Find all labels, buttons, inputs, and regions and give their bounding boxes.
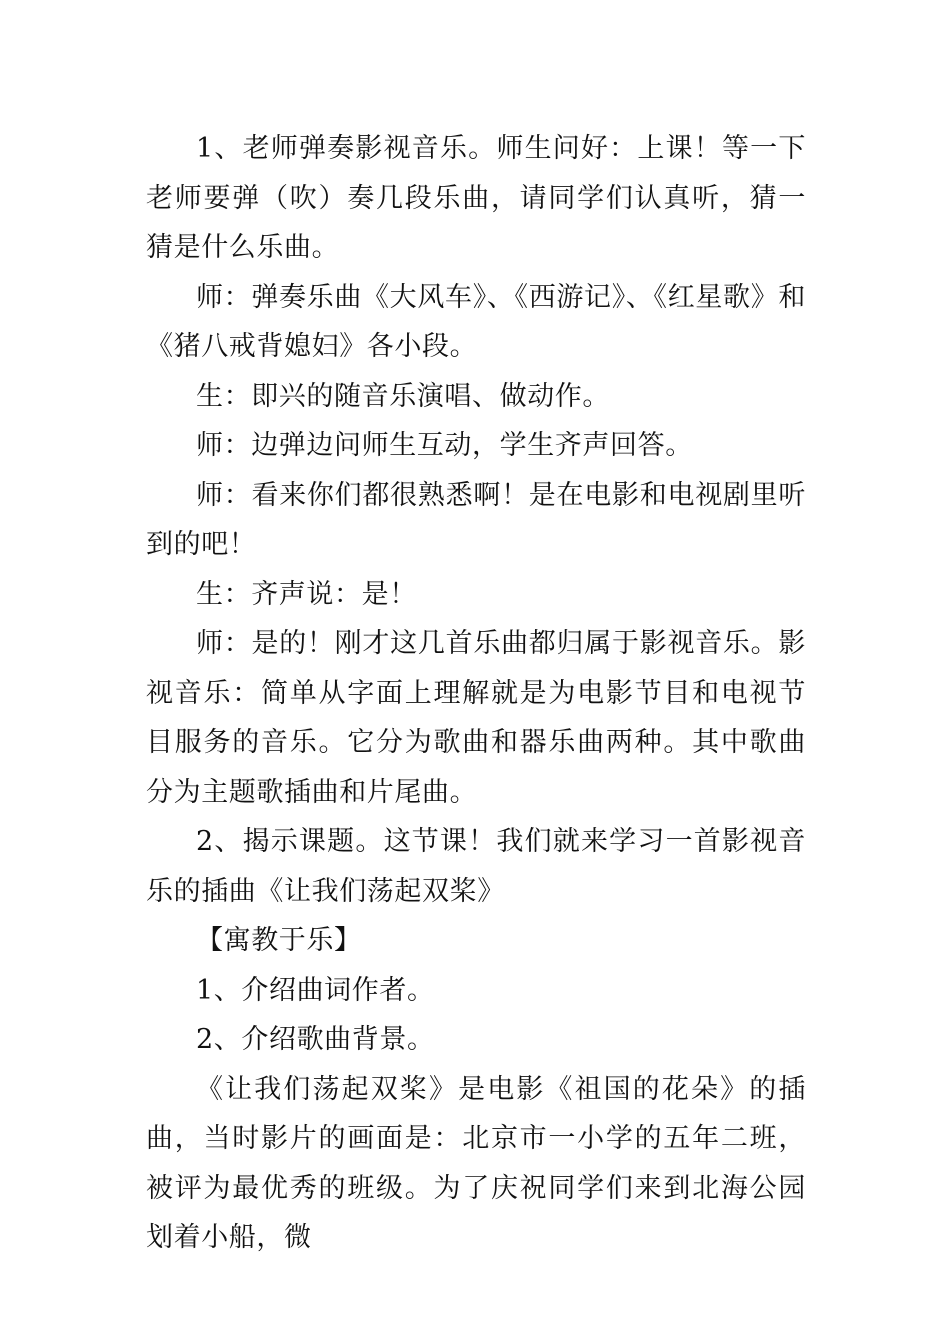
paragraph-teacher-interacts: 师：边弹边问师生互动，学生齐声回答。 xyxy=(196,430,693,461)
paragraph-introduce-background: 2、介绍歌曲背景。 xyxy=(196,1024,435,1055)
paragraph-introduce-authors: 1、介绍曲词作者。 xyxy=(196,974,435,1006)
paragraph-intro-step-1: 1、老师弹奏影视音乐。师生问好：上课！等一下老师要弹（吹）奏几段乐曲，请同学们认真听，猜一猜是什么乐曲。 xyxy=(146,133,806,263)
document-body xyxy=(146,124,806,1263)
paragraph-teacher-asks: 师：看来你们都很熟悉啊！是在电影和电视剧里听到的吧！ xyxy=(146,479,806,560)
section-heading: 【寓教于乐】 xyxy=(196,925,362,956)
paragraph-teacher-plays-pieces: 师：弹奏乐曲《大风车》、《西游记》、《红星歌》和《猪八戒背媳妇》各小段。 xyxy=(146,281,806,362)
paragraph-reveal-topic: 2、揭示课题。这节课！我们就来学习一首影视音乐的插曲《让我们荡起双桨》 xyxy=(146,826,806,907)
paragraph-student-answers: 生：齐声说：是！ xyxy=(196,578,417,610)
paragraph-film-music-explanation: 师：是的！刚才这几首乐曲都归属于影视音乐。影视音乐：简单从字面上理解就是为电影节目和电视节目服务的音乐。它分为歌曲和器乐曲两种。其中歌曲分为主题歌插曲和片尾曲。 xyxy=(146,628,806,808)
paragraph-student-sings: 生：即兴的随音乐演唱、做动作。 xyxy=(196,380,610,412)
paragraph-song-background: 《让我们荡起双桨》是电影《祖国的花朵》的插曲，当时影片的画面是：北京市一小学的五年二班，被评为最优秀的班级。为了庆祝同学们来到北海公园划着小船，微 xyxy=(146,1073,806,1253)
